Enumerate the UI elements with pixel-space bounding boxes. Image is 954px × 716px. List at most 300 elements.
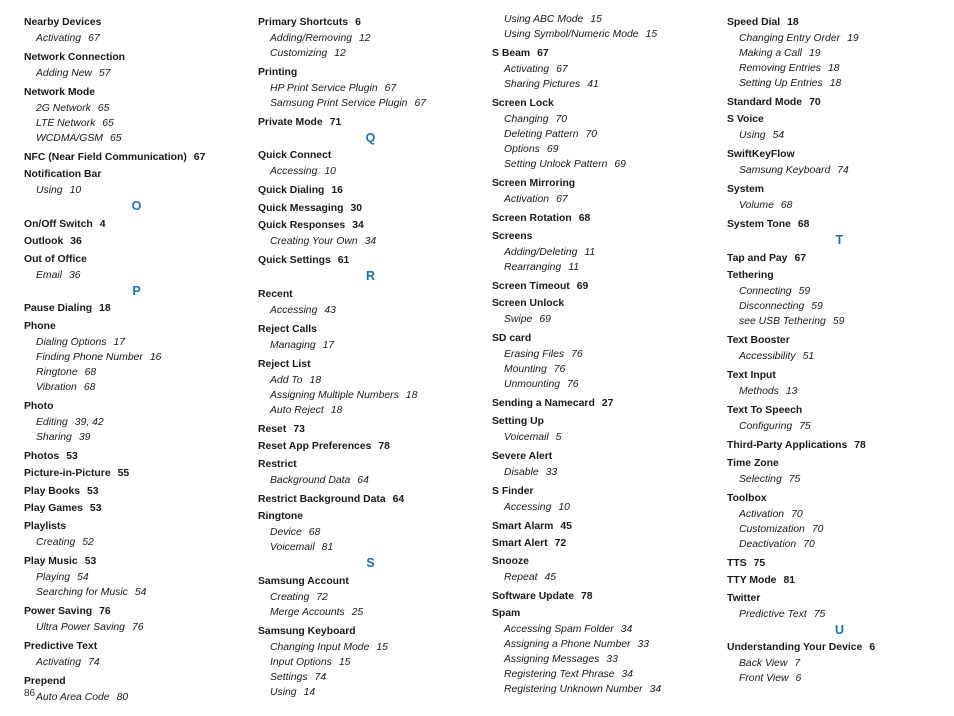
entry-label: Restrict Background Data xyxy=(258,493,386,505)
index-entry xyxy=(258,354,483,372)
entry-page: 10 xyxy=(69,185,82,196)
index-entry xyxy=(727,571,952,589)
entry-page: 25 xyxy=(351,606,364,618)
entry-label: Using xyxy=(36,185,63,196)
entry-label: Removing Entries xyxy=(739,62,822,74)
index-column-1 xyxy=(24,12,249,705)
entry-page: 76 xyxy=(131,621,144,633)
index-subentry xyxy=(24,131,249,146)
entry-label: Screens xyxy=(492,230,533,242)
entry-label: Smart Alarm xyxy=(492,520,554,532)
entry-label: Deleting Pattern xyxy=(504,129,579,140)
index-entry xyxy=(258,571,483,589)
page-number: 86 xyxy=(24,688,36,699)
index-entry xyxy=(24,551,249,569)
entry-label: SD card xyxy=(492,333,532,344)
index-entry xyxy=(258,198,483,216)
entry-label: Smart Alert xyxy=(492,538,548,549)
entry-page: 45 xyxy=(560,520,572,532)
entry-page: 16 xyxy=(149,351,162,363)
entry-label: Samsung Print Service Plugin xyxy=(270,97,408,109)
index-entry xyxy=(727,248,952,266)
index-entry xyxy=(258,112,483,130)
entry-label: Spam xyxy=(492,608,521,619)
index-subentry xyxy=(258,525,483,540)
entry-page: 57 xyxy=(99,67,111,79)
entry-label: Playlists xyxy=(24,520,67,532)
index-subentry xyxy=(492,142,717,157)
entry-page: 18 xyxy=(99,303,111,314)
index-subentry xyxy=(492,62,717,77)
entry-label: Activation xyxy=(504,194,550,205)
index-subentry xyxy=(492,652,717,667)
index-entry xyxy=(258,251,483,269)
index-entry xyxy=(492,516,717,534)
index-subentry xyxy=(727,607,952,622)
entry-page: 10 xyxy=(324,166,336,177)
index-subentry xyxy=(492,622,717,637)
index-subentry xyxy=(258,388,483,403)
index-subentry xyxy=(492,430,717,445)
entry-label: Speed Dial xyxy=(727,16,781,28)
entry-page: 6 xyxy=(355,16,361,28)
index-entry xyxy=(24,464,249,482)
index-subentry xyxy=(258,685,483,700)
entry-label: Auto Reject xyxy=(270,404,324,416)
entry-label: Toolbox xyxy=(727,492,767,504)
entry-label: Assigning a Phone Number xyxy=(504,639,631,650)
entry-label: System xyxy=(727,184,764,195)
index-entry xyxy=(492,534,717,552)
entry-label: NFC (Near Field Communication) xyxy=(24,151,187,163)
entry-label: Recent xyxy=(258,288,293,300)
entry-label: Dialing Options xyxy=(36,336,107,348)
index-subentry xyxy=(258,640,483,655)
index-entry xyxy=(492,226,717,244)
index-entry xyxy=(727,12,952,30)
index-subentry xyxy=(492,157,717,172)
section-letter: U xyxy=(834,622,845,637)
index-column-3 xyxy=(492,12,717,697)
entry-page: 72 xyxy=(554,538,567,549)
entry-page: 76 xyxy=(571,349,583,360)
entry-page: 68 xyxy=(797,219,810,230)
entry-label: Auto Area Code xyxy=(36,691,110,703)
index-entry xyxy=(727,588,952,606)
entry-page: 78 xyxy=(378,441,390,452)
entry-page: 65 xyxy=(97,102,110,114)
entry-label: Screen Lock xyxy=(492,98,554,109)
entry-page: 45 xyxy=(544,571,557,583)
index-subentry xyxy=(492,362,717,377)
index-subentry xyxy=(24,620,249,635)
entry-label: Third-Party Applications xyxy=(727,440,848,451)
entry-page: 54 xyxy=(77,571,89,583)
entry-label: Disconnecting xyxy=(739,301,805,312)
index-entry xyxy=(727,401,952,419)
entry-page: 64 xyxy=(392,493,405,505)
entry-page: 33 xyxy=(637,639,650,650)
entry-page: 67 xyxy=(384,82,397,94)
index-subentry xyxy=(492,500,717,515)
entry-page: 15 xyxy=(645,29,658,40)
entry-label: Customization xyxy=(739,523,805,535)
entry-page: 65 xyxy=(109,132,122,144)
index-entry xyxy=(258,284,483,302)
index-subentry xyxy=(24,101,249,116)
entry-page: 11 xyxy=(568,261,579,273)
entry-label: Assigning Multiple Numbers xyxy=(270,389,399,401)
entry-label: Snooze xyxy=(492,555,529,567)
entry-label: Selecting xyxy=(739,473,782,485)
entry-label: Predictive Text xyxy=(739,608,807,620)
index-entry xyxy=(24,232,249,250)
entry-label: Setting Unlock Pattern xyxy=(504,159,608,170)
entry-page: 59 xyxy=(798,286,811,297)
index-entry xyxy=(24,12,249,30)
index-subentry xyxy=(258,303,483,318)
entry-label: Vibration xyxy=(36,381,77,393)
index-entry xyxy=(492,446,717,464)
index-subentry xyxy=(727,349,952,364)
entry-page: 34 xyxy=(352,220,364,231)
index-entry xyxy=(492,94,717,112)
index-entry xyxy=(24,516,249,534)
entry-page: 19 xyxy=(808,47,821,59)
entry-page: 75 xyxy=(813,608,826,620)
index-entry xyxy=(24,446,249,464)
index-subentry xyxy=(492,347,717,362)
entry-label: Rearranging xyxy=(504,261,562,273)
entry-page: 15 xyxy=(338,656,351,668)
entry-label: Registering Unknown Number xyxy=(504,684,643,695)
entry-label: Configuring xyxy=(739,421,793,432)
entry-page: 19 xyxy=(847,32,859,44)
entry-label: Quick Connect xyxy=(258,150,332,161)
entry-label: Adding/Deleting xyxy=(504,246,578,258)
index-entry xyxy=(492,411,717,429)
entry-page: 18 xyxy=(309,374,322,386)
index-subentry xyxy=(727,46,952,61)
index-entry xyxy=(24,396,249,414)
index-entry xyxy=(24,249,249,267)
entry-label: Assigning Messages xyxy=(504,654,600,665)
index-subentry xyxy=(492,127,717,142)
entry-label: Reject Calls xyxy=(258,323,317,335)
index-subentry xyxy=(492,570,717,585)
index-subentry xyxy=(258,655,483,670)
entry-label: Swipe xyxy=(504,314,533,325)
index-subentry xyxy=(258,31,483,46)
entry-label: Repeat xyxy=(504,571,538,583)
entry-label: Sending a Namecard xyxy=(492,398,595,409)
index-entry xyxy=(727,366,952,384)
entry-page: 13 xyxy=(785,386,798,397)
entry-label: Setting Up Entries xyxy=(739,77,823,89)
index-entry xyxy=(24,671,249,689)
entry-label: Photos xyxy=(24,450,60,462)
index-entry xyxy=(24,82,249,100)
index-entry xyxy=(24,214,249,232)
entry-page: 67 xyxy=(88,32,100,44)
entry-page: 53 xyxy=(84,555,97,567)
entry-label: Play Books xyxy=(24,485,81,497)
index-entry xyxy=(258,62,483,80)
entry-page: 41 xyxy=(587,79,599,90)
index-subentry xyxy=(727,671,952,686)
entry-label: Voicemail xyxy=(270,542,315,553)
index-subentry xyxy=(727,656,952,671)
entry-page: 68 xyxy=(780,200,793,211)
entry-label: Add To xyxy=(270,374,303,386)
entry-label: On/Off Switch xyxy=(24,218,93,230)
entry-label: Quick Dialing xyxy=(258,185,325,196)
entry-label: Ultra Power Saving xyxy=(36,621,125,633)
entry-label: Outlook xyxy=(24,236,64,247)
entry-label: Accessing xyxy=(270,166,318,177)
entry-page: 72 xyxy=(316,591,328,603)
entry-page: 69 xyxy=(614,159,626,170)
entry-label: see USB Tethering xyxy=(739,316,826,327)
entry-label: Input Options xyxy=(270,656,332,668)
entry-page: 14 xyxy=(303,686,316,698)
entry-page: 18 xyxy=(405,389,418,401)
section-letter: T xyxy=(835,233,844,247)
entry-label: SwiftKeyFlow xyxy=(727,149,795,160)
entry-label: Accessing xyxy=(270,304,318,316)
entry-page: 52 xyxy=(82,536,94,548)
entry-page: 70 xyxy=(809,96,821,108)
entry-page: 36 xyxy=(68,269,81,281)
index-subentry xyxy=(727,472,952,487)
entry-page: 55 xyxy=(117,468,130,479)
entry-label: Software Update xyxy=(492,590,574,602)
index-entry xyxy=(492,209,717,227)
entry-label: Out of Office xyxy=(24,253,87,265)
entry-label: Front View xyxy=(739,673,789,684)
entry-page: 69 xyxy=(539,314,551,325)
entry-label: Reject List xyxy=(258,358,311,370)
entry-page: 34 xyxy=(620,624,633,635)
index-subentry xyxy=(492,77,717,92)
entry-label: Unmounting xyxy=(504,379,561,390)
entry-label: Tap and Pay xyxy=(727,252,788,264)
index-entry xyxy=(727,266,952,284)
index-entry xyxy=(727,453,952,471)
index-subentry xyxy=(727,522,952,537)
index-entry xyxy=(24,601,249,619)
entry-label: Time Zone xyxy=(727,457,779,469)
index-subentry xyxy=(258,164,483,179)
entry-label: Ringtone xyxy=(36,366,78,378)
index-entry xyxy=(258,146,483,164)
index-entry xyxy=(727,110,952,128)
entry-page: 39 xyxy=(78,431,91,443)
entry-label: Notification Bar xyxy=(24,169,102,180)
entry-label: LTE Network xyxy=(36,117,96,129)
index-subentry xyxy=(258,338,483,353)
entry-page: 34 xyxy=(621,669,634,680)
index-subentry xyxy=(492,192,717,207)
entry-label: Text Input xyxy=(727,370,776,381)
entry-label: Volume xyxy=(739,200,774,211)
index-subentry xyxy=(24,535,249,550)
index-subentry xyxy=(24,570,249,585)
index-entry xyxy=(727,553,952,571)
index-entry xyxy=(492,481,717,499)
index-subentry xyxy=(492,260,717,275)
index-subentry xyxy=(727,384,952,399)
index-entry xyxy=(258,489,483,507)
entry-page: 27 xyxy=(601,398,614,409)
entry-label: Play Music xyxy=(24,555,78,567)
entry-label: Setting Up xyxy=(492,415,544,427)
index-entry xyxy=(492,551,717,569)
index-subentry xyxy=(727,314,952,329)
entry-label: Adding New xyxy=(36,67,93,79)
entry-page: 39, 42 xyxy=(74,416,104,428)
index-subentry xyxy=(492,667,717,682)
index-entry xyxy=(492,44,717,62)
index-subentry xyxy=(24,585,249,600)
index-subentry xyxy=(24,350,249,365)
entry-label: Merge Accounts xyxy=(270,606,345,618)
entry-page: 6 xyxy=(795,673,802,684)
entry-label: Editing xyxy=(36,416,68,428)
index-subentry xyxy=(24,655,249,670)
entry-label: Connecting xyxy=(739,286,792,297)
index-entry xyxy=(258,319,483,337)
entry-page: 68 xyxy=(308,527,321,538)
entry-page: 67 xyxy=(794,252,806,264)
entry-page: 11 xyxy=(584,246,596,258)
entry-label: Twitter xyxy=(727,592,761,604)
index-entry xyxy=(492,586,717,604)
entry-label: Accessing Spam Folder xyxy=(504,624,614,635)
entry-label: Using xyxy=(270,686,297,698)
entry-label: Primary Shortcuts xyxy=(258,16,349,28)
entry-label: Phone xyxy=(24,320,56,332)
entry-label: Network Mode xyxy=(24,86,96,98)
entry-label: Activating xyxy=(36,656,82,668)
entry-label: Text To Speech xyxy=(727,405,803,416)
index-subentry xyxy=(24,31,249,46)
index-subentry xyxy=(24,268,249,283)
entry-page: 18 xyxy=(787,16,799,28)
index-subentry xyxy=(258,96,483,111)
entry-page: 68 xyxy=(578,213,591,224)
entry-page: 75 xyxy=(799,421,811,432)
index-subentry xyxy=(24,116,249,131)
entry-page: 5 xyxy=(555,431,562,443)
entry-label: Standard Mode xyxy=(727,96,803,108)
entry-label: Adding/Removing xyxy=(270,32,353,44)
entry-label: Managing xyxy=(270,339,316,351)
entry-label: Predictive Text xyxy=(24,640,98,652)
entry-label: Activating xyxy=(504,64,550,75)
entry-page: 53 xyxy=(66,450,78,462)
index-subentry xyxy=(258,605,483,620)
entry-label: Sharing Pictures xyxy=(504,79,581,90)
entry-label: Searching for Music xyxy=(36,586,128,598)
index-entry xyxy=(492,174,717,192)
index-subentry xyxy=(727,76,952,91)
entry-page: 76 xyxy=(99,605,111,617)
entry-page: 81 xyxy=(783,575,796,586)
entry-label: Registering Text Phrase xyxy=(504,669,615,680)
entry-page: 76 xyxy=(567,379,579,390)
entry-label: TTY Mode xyxy=(727,575,777,586)
section-letter: O xyxy=(131,199,142,213)
entry-label: S Beam xyxy=(492,48,531,59)
index-subentry xyxy=(24,365,249,380)
index-subentry xyxy=(492,465,717,480)
entry-page: 69 xyxy=(546,144,559,155)
index-column-4 xyxy=(727,12,952,686)
index-subentry xyxy=(727,537,952,552)
index-entry xyxy=(24,481,249,499)
index-entry xyxy=(727,215,952,233)
entry-label: Voicemail xyxy=(504,431,549,443)
entry-page: 67 xyxy=(414,97,427,109)
entry-page: 74 xyxy=(837,165,849,176)
index-column-2 xyxy=(258,12,483,700)
entry-page: 18 xyxy=(828,62,840,74)
entry-page: 78 xyxy=(854,440,866,451)
entry-label: Reset xyxy=(258,423,287,435)
entry-label: Pause Dialing xyxy=(24,303,93,314)
entry-page: 30 xyxy=(350,202,363,214)
entry-label: Play Games xyxy=(24,503,83,514)
entry-page: 18 xyxy=(330,404,343,416)
entry-label: Screen Timeout xyxy=(492,280,570,292)
entry-label: Power Saving xyxy=(24,605,93,617)
index-entry xyxy=(258,621,483,639)
entry-label: Creating xyxy=(270,591,310,603)
entry-page: 53 xyxy=(87,485,99,497)
index-entry xyxy=(24,147,249,165)
entry-label: Samsung Keyboard xyxy=(258,625,356,637)
entry-page: 53 xyxy=(89,503,102,514)
index-subentry xyxy=(258,373,483,388)
entry-page: 70 xyxy=(791,508,803,520)
entry-label: Nearby Devices xyxy=(24,16,102,28)
entry-page: 34 xyxy=(649,684,662,695)
entry-page: 59 xyxy=(832,316,845,327)
index-subentry xyxy=(727,284,952,299)
index-subentry xyxy=(727,61,952,76)
index-subentry xyxy=(24,415,249,430)
entry-label: Activation xyxy=(739,508,785,520)
entry-label: Customizing xyxy=(270,47,328,59)
index-entry xyxy=(258,419,483,437)
entry-page: 71 xyxy=(329,116,342,128)
index-subentry xyxy=(258,234,483,249)
entry-label: Settings xyxy=(270,671,308,683)
entry-page: 67 xyxy=(193,151,206,163)
index-entry xyxy=(727,638,952,656)
entry-page: 67 xyxy=(556,64,568,75)
index-entry xyxy=(492,604,717,622)
entry-label: Creating xyxy=(36,536,76,548)
entry-page: 33 xyxy=(606,654,618,665)
entry-label: Private Mode xyxy=(258,116,323,128)
index-entry xyxy=(258,12,483,30)
index-subentry xyxy=(258,540,483,555)
entry-page: 65 xyxy=(102,117,114,129)
index-entry xyxy=(492,329,717,347)
entry-label: Quick Messaging xyxy=(258,202,344,214)
